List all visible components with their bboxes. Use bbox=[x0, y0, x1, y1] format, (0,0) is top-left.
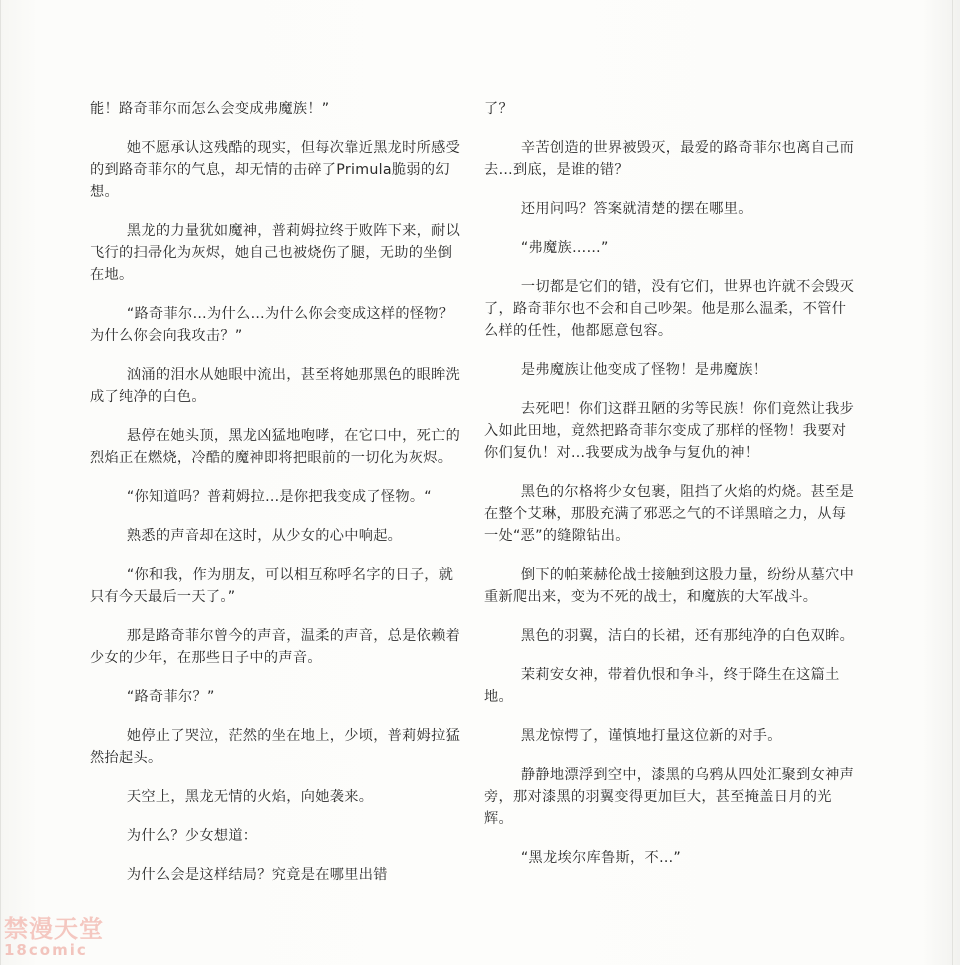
paragraph: 悬停在她头顶，黑龙凶猛地咆哮，在它口中，死亡的烈焰正在燃烧，冷酷的魔神即将把眼前的一切化为灰烬。 bbox=[90, 428, 461, 466]
paragraph: 汹涌的泪水从她眼中流出，甚至将她那黑色的眼眸洗成了纯净的白色。 bbox=[90, 367, 461, 405]
paragraph: 静静地漂浮到空中，漆黑的乌鸦从四处汇聚到女神声旁，那对漆黑的羽翼变得更加巨大，甚至掩盖日月的光辉。 bbox=[484, 767, 855, 827]
paragraph: 还用问吗？答案就清楚的摆在哪里。 bbox=[520, 201, 753, 217]
paragraph: 一切都是它们的错，没有它们，世界也许就不会毁灭了，路奇菲尔也不会和自己吵架。他是那么温柔，不管什么样的任性，他都愿意包容。 bbox=[484, 279, 855, 339]
paragraph: 是弗魔族让他变成了怪物！是弗魔族！ bbox=[520, 362, 768, 378]
paragraph: 茉莉安女神，带着仇恨和争斗，终于降生在这篇土地。 bbox=[484, 667, 840, 705]
paragraph: 为什么会是这样结局？究竟是在哪里出错 bbox=[126, 867, 388, 883]
paragraph: 为什么？少女想道： bbox=[126, 828, 258, 844]
paragraph: 熟悉的声音却在这时，从少女的心中响起。 bbox=[126, 528, 403, 544]
paragraph: 那是路奇菲尔曾今的声音，温柔的声音，总是依赖着少女的少年，在那些日子中的声音。 bbox=[90, 628, 461, 666]
text-column-left bbox=[90, 98, 462, 903]
paragraph: 了？ bbox=[484, 101, 513, 117]
page-edge-right bbox=[952, 0, 953, 965]
watermark-title: 禁漫天堂 bbox=[4, 915, 104, 943]
paragraph: 天空上，黑龙无情的火焰，向她袭来。 bbox=[126, 789, 374, 805]
paragraph: 辛苦创造的世界被毁灭，最爱的路奇菲尔也离自己而去…到底，是谁的错？ bbox=[484, 140, 855, 178]
paragraph: “路奇菲尔？” bbox=[126, 689, 215, 705]
watermark-logo bbox=[4, 916, 108, 962]
paragraph: 她不愿承认这残酷的现实，但每次靠近黑龙时所感受的到路奇菲尔的气息，却无情的击碎了Primula脆弱的幻想。 bbox=[90, 140, 461, 200]
paragraph: “你知道吗？普莉姆拉…是你把我变成了怪物。“ bbox=[126, 489, 432, 505]
watermark-subtitle: 18comic bbox=[4, 941, 88, 959]
paragraph: 黑色的羽翼，洁白的长裙，还有那纯净的白色双眸。 bbox=[520, 628, 855, 644]
text-column-right bbox=[484, 98, 860, 886]
paragraph: 黑龙的力量犹如魔神，普莉姆拉终于败阵下来，耐以飞行的扫帚化为灰烬，她自己也被烧伤了腿，无助的坐倒在地。 bbox=[90, 223, 461, 283]
paragraph: 她停止了哭泣，茫然的坐在地上，少顷，普莉姆拉猛然抬起头。 bbox=[90, 728, 461, 766]
paragraph: 倒下的帕莱赫伦战士接触到这股力量，纷纷从墓穴中重新爬出来，变为不死的战士，和魔族的大军战斗。 bbox=[484, 567, 855, 605]
paragraph: “黑龙埃尔库鲁斯，不…” bbox=[520, 850, 682, 866]
paragraph: 能！路奇菲尔而怎么会变成弗魔族！” bbox=[90, 101, 330, 117]
paragraph: “你和我，作为朋友，可以相互称呼名字的日子，就只有今天最后一天了。” bbox=[90, 567, 454, 605]
paragraph: “路奇菲尔…为什么…为什么你会变成这样的怪物？为什么你会向我攻击？” bbox=[90, 306, 454, 344]
paragraph: 黑龙惊愕了，谨慎地打量这位新的对手。 bbox=[520, 728, 782, 744]
page-edge-left bbox=[0, 0, 1, 965]
paragraph: 黑色的尔格将少女包裹，阻挡了火焰的灼烧。甚至是在整个艾琳，那股充满了邪恶之气的不详黑暗之力，从每一处“恶”的缝隙钻出。 bbox=[484, 484, 855, 544]
paragraph: “弗魔族……” bbox=[520, 240, 609, 256]
paragraph: 去死吧！你们这群丑陋的劣等民族！你们竟然让我步入如此田地，竟然把路奇菲尔变成了那样的怪物！我要对你们复仇！对…我要成为战争与复仇的神！ bbox=[484, 401, 855, 461]
